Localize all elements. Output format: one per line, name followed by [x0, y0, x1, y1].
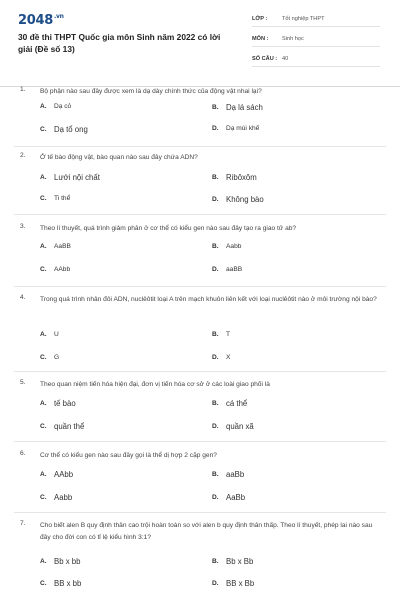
option-text: Lưới nội chất — [54, 173, 100, 182]
option-text: Ribôxôm — [226, 173, 257, 182]
option-b[interactable] — [212, 470, 244, 479]
option-text: cá thể — [226, 399, 248, 408]
question-number: 2. — [20, 152, 26, 159]
divider — [14, 286, 386, 287]
option-a[interactable] — [40, 399, 76, 408]
question-number: 3. — [20, 223, 26, 230]
option-b[interactable] — [212, 557, 253, 566]
meta-label: MÔN : — [252, 36, 269, 42]
option-b[interactable] — [212, 103, 263, 112]
option-c[interactable] — [40, 125, 88, 134]
option-text: aaBb — [226, 470, 245, 479]
option-letter: A. — [40, 400, 47, 407]
option-b[interactable] — [212, 331, 230, 338]
option-a[interactable] — [40, 103, 71, 110]
option-text: Ti thể — [54, 195, 71, 202]
option-text: G — [54, 354, 60, 361]
option-text: aaBB — [226, 266, 243, 273]
option-text: U — [54, 331, 59, 338]
meta-row-count — [252, 52, 380, 67]
option-text: Aabb — [226, 243, 242, 250]
meta-label: SỐ CÂU : — [252, 56, 278, 62]
option-letter: B. — [212, 471, 219, 478]
option-letter: C. — [40, 266, 47, 273]
option-b[interactable] — [212, 173, 257, 182]
option-letter: C. — [40, 494, 47, 501]
option-b[interactable] — [212, 243, 241, 250]
divider — [14, 512, 386, 513]
option-c[interactable] — [40, 266, 70, 273]
option-text: Dạ lá sách — [226, 103, 263, 112]
option-letter: C. — [40, 195, 47, 202]
option-c[interactable] — [40, 493, 72, 502]
question-number: 6. — [20, 450, 26, 457]
option-letter: A. — [40, 331, 47, 338]
question-number: 7. — [20, 520, 26, 527]
meta-row-subject — [252, 32, 380, 47]
option-letter: C. — [40, 580, 47, 587]
meta-value: Tốt nghiệp THPT — [282, 16, 325, 22]
option-letter: D. — [212, 423, 219, 430]
logo-domain: .vn — [53, 13, 64, 20]
option-text: BB x Bb — [226, 579, 255, 588]
option-letter: B. — [212, 174, 219, 181]
option-letter: A. — [40, 243, 47, 250]
option-text: Aabb — [54, 493, 73, 502]
option-a[interactable] — [40, 470, 73, 479]
meta-row-class — [252, 12, 380, 27]
divider — [14, 214, 386, 215]
option-letter: D. — [212, 125, 219, 132]
option-letter: B. — [212, 104, 219, 111]
option-letter: A. — [40, 103, 47, 110]
option-letter: A. — [40, 174, 47, 181]
option-letter: B. — [212, 558, 219, 565]
option-letter: C. — [40, 354, 47, 361]
question-number: 5. — [20, 379, 26, 386]
option-c[interactable] — [40, 195, 70, 202]
exam-meta — [252, 12, 380, 72]
option-c[interactable] — [40, 579, 81, 588]
option-d[interactable] — [212, 354, 230, 361]
option-text: AaBB — [54, 243, 71, 250]
question-text: Trong quá trình nhân đôi ADN, nuclêôtit loại A trên mạch khuôn liên kết với loại nuclêôtit nào ở môi trường nội bào? — [40, 296, 377, 303]
option-text: quần xã — [226, 422, 254, 431]
question-text: Theo lí thuyết, quá trình giảm phân ở cơ thể có kiểu gen nào sau đây tạo ra giao tử ab? — [40, 225, 297, 232]
option-letter: A. — [40, 471, 47, 478]
option-a[interactable] — [40, 331, 59, 338]
divider — [14, 146, 386, 147]
divider — [14, 371, 386, 372]
option-d[interactable] — [212, 266, 242, 273]
option-letter: D. — [212, 354, 219, 361]
option-text: AaBb — [226, 493, 246, 502]
option-letter: D. — [212, 580, 219, 587]
meta-label: LỚP : — [252, 16, 268, 22]
option-c[interactable] — [40, 354, 59, 361]
question-text: Bộ phận nào sau đây được xem là dạ dày chính thức của động vật nhai lại? — [40, 88, 262, 95]
option-text: tế bào — [54, 399, 76, 408]
option-b[interactable] — [212, 399, 247, 408]
option-letter: B. — [212, 243, 219, 250]
option-text: T — [226, 331, 231, 338]
question-text: Ở tế bào động vật, bào quan nào sau đây chứa ADN? — [40, 154, 198, 161]
site-logo[interactable] — [18, 13, 64, 28]
option-letter: A. — [40, 558, 47, 565]
option-letter: C. — [40, 126, 47, 133]
option-text: Bb x bb — [54, 557, 81, 566]
exam-title: 30 đề thi THPT Quốc gia môn Sinh năm 2022 có lời giải (Đề số 13) — [18, 32, 221, 54]
option-letter: B. — [212, 400, 219, 407]
question-number: 4. — [20, 294, 26, 301]
option-a[interactable] — [40, 557, 80, 566]
option-a[interactable] — [40, 173, 100, 182]
option-text: Bb x Bb — [226, 557, 254, 566]
option-text: X — [226, 354, 231, 361]
option-letter: D. — [212, 266, 219, 273]
option-text: Không bào — [226, 195, 264, 204]
option-text: BB x bb — [54, 579, 82, 588]
option-c[interactable] — [40, 422, 84, 431]
divider — [14, 441, 386, 442]
option-d[interactable] — [212, 125, 259, 132]
meta-value: Sinh học — [282, 36, 304, 42]
option-d[interactable] — [212, 422, 254, 431]
option-letter: D. — [212, 196, 219, 203]
option-text: AAbb — [54, 470, 74, 479]
question-text: Cho biết alen B quy định thân cao trội hoàn toàn so với alen b quy định thân thấp. Theo lí thuyết, phép lai nào sau đây cho đời con có tỉ lệ kiểu hình 3:1? — [40, 522, 373, 541]
option-text: Dạ cỏ — [54, 103, 72, 110]
option-text: Dạ tổ ong — [54, 125, 88, 134]
meta-value: 40 — [282, 56, 289, 62]
option-a[interactable] — [40, 243, 71, 250]
option-letter: D. — [212, 494, 219, 501]
question-number: 1. — [20, 86, 26, 93]
option-letter: C. — [40, 423, 47, 430]
logo-text: 2048 — [18, 13, 53, 28]
option-d[interactable] — [212, 195, 264, 204]
question-text: Cơ thể có kiểu gen nào sau đây gọi là thể dị hợp 2 cặp gen? — [40, 452, 217, 459]
option-text: quần thể — [54, 422, 85, 431]
option-d[interactable] — [212, 493, 245, 502]
worksheet-header — [0, 0, 400, 87]
option-text: AAbb — [54, 266, 71, 273]
option-text: Dạ múi khế — [226, 125, 260, 132]
option-letter: B. — [212, 331, 219, 338]
question-text: Theo quan niệm tiến hóa hiện đại, đơn vị tiến hóa cơ sở ở các loài giao phối là — [40, 381, 270, 388]
option-d[interactable] — [212, 579, 254, 588]
